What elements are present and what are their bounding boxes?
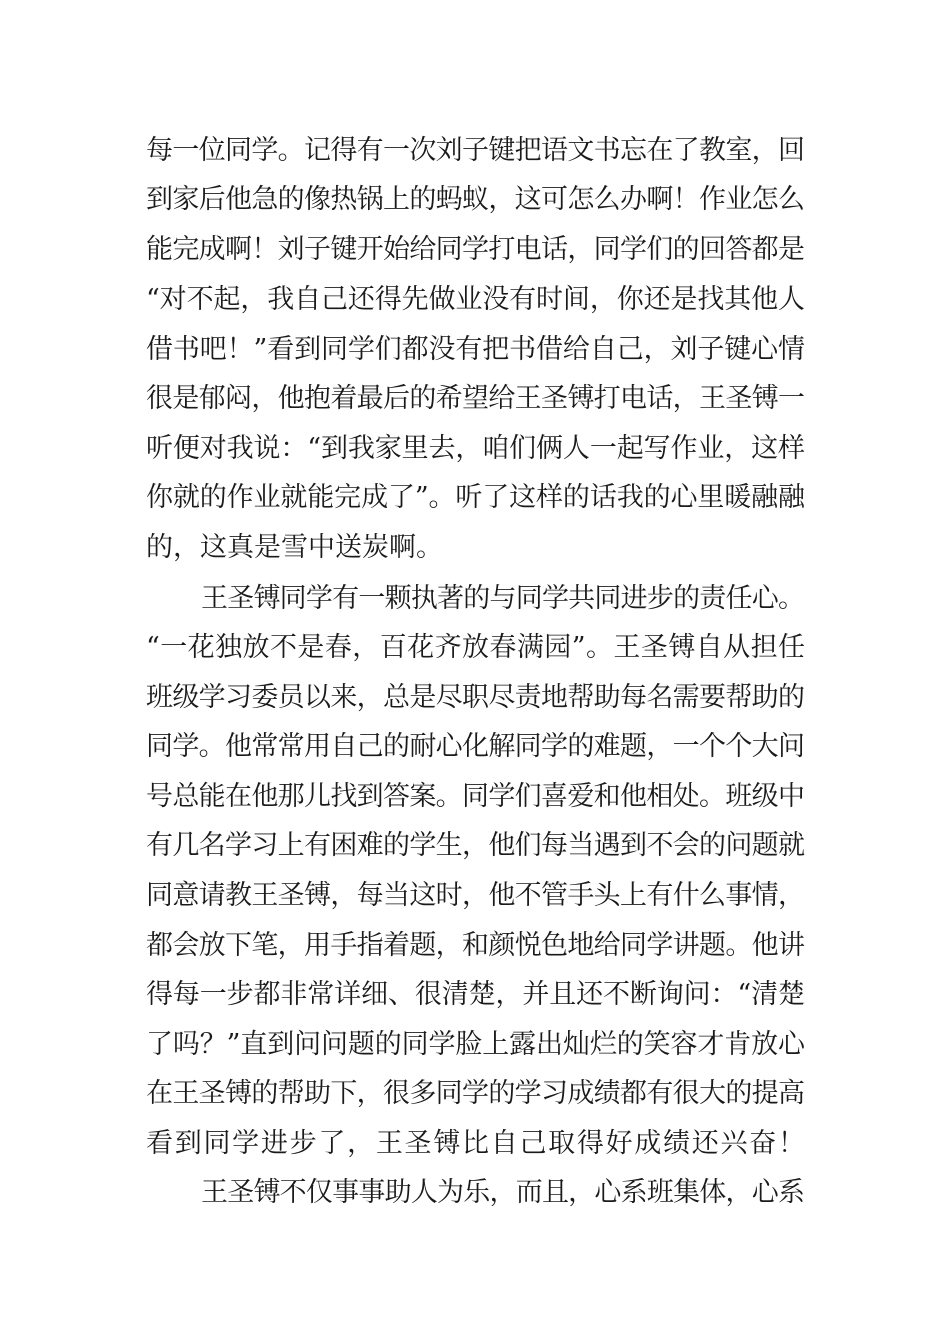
line-text: 有几名学习上有困难的学生，他们每当遇到不会的问题就 <box>146 830 805 861</box>
line-text: 借书吧！”看到同学们都没有把书借给自己，刘子键心情 <box>146 334 805 365</box>
paragraph-first-line <box>0 579 950 619</box>
line-text: 得每一步都非常详细、很清楚，并且还不断询问：“清楚 <box>146 979 805 1010</box>
text-line <box>0 528 950 568</box>
line-text: 王圣镈同学有一颗执著的与同学共同进步的责任心。 <box>201 583 805 614</box>
line-text: 王圣镈不仅事事助人为乐，而且，心系班集体，心系 <box>201 1177 805 1208</box>
line-text: 看到同学进步了，王圣镈比自己取得好成绩还兴奋！ <box>146 1128 807 1159</box>
text-line <box>0 678 950 718</box>
text-line <box>0 826 950 866</box>
line-text: 每一位同学。记得有一次刘子键把语文书忘在了教室，回 <box>146 135 805 166</box>
line-text: 能完成啊！刘子键开始给同学打电话，同学们的回答都是 <box>146 234 805 265</box>
line-text: 同意请教王圣镈，每当这时，他不管手头上有什么事情， <box>146 880 805 911</box>
text-line <box>0 777 950 817</box>
text-line <box>0 131 950 171</box>
line-text: 你就的作业就能完成了”。听了这样的话我的心里暖融融 <box>146 482 805 513</box>
line-text: 在王圣镈的帮助下，很多同学的学习成绩都有很大的提高 <box>146 1078 805 1109</box>
text-line <box>0 280 950 320</box>
text-line <box>0 478 950 518</box>
text-line <box>0 876 950 916</box>
line-text: 了吗？”直到问问题的同学脸上露出灿烂的笑容才肯放心 <box>146 1029 805 1060</box>
text-line <box>0 975 950 1015</box>
line-text: 很是郁闷，他抱着最后的希望给王圣镈打电话，王圣镈一 <box>146 383 805 414</box>
text-line <box>0 926 950 966</box>
text-line <box>0 1074 950 1114</box>
line-text: “对不起，我自己还得先做业没有时间，你还是找其他人 <box>146 284 805 315</box>
line-text: 都会放下笔，用手指着题，和颜悦色地给同学讲题。他讲 <box>146 930 805 961</box>
text-line <box>0 628 950 668</box>
line-text: “一花独放不是春，百花齐放春满园”。王圣镈自从担任 <box>146 632 806 663</box>
line-text: 的，这真是雪中送炭啊。 <box>146 532 443 563</box>
text-line <box>0 330 950 370</box>
line-text: 听便对我说：“到我家里去，咱们俩人一起写作业，这样 <box>146 433 805 464</box>
line-text: 班级学习委员以来，总是尽职尽责地帮助每名需要帮助的 <box>146 682 805 713</box>
line-text: 同学。他常常用自己的耐心化解同学的难题，一个个大问 <box>146 731 805 762</box>
text-line <box>0 180 950 220</box>
text-line <box>0 727 950 767</box>
line-text: 号总能在他那儿找到答案。同学们喜爱和他相处。班级中 <box>146 781 805 812</box>
text-line <box>0 1025 950 1065</box>
text-line <box>0 1124 950 1164</box>
paragraph-first-line <box>0 1173 950 1213</box>
text-line <box>0 429 950 469</box>
text-line <box>0 379 950 419</box>
line-text: 到家后他急的像热锅上的蚂蚁，这可怎么办啊！作业怎么 <box>146 184 805 215</box>
text-line <box>0 230 950 270</box>
